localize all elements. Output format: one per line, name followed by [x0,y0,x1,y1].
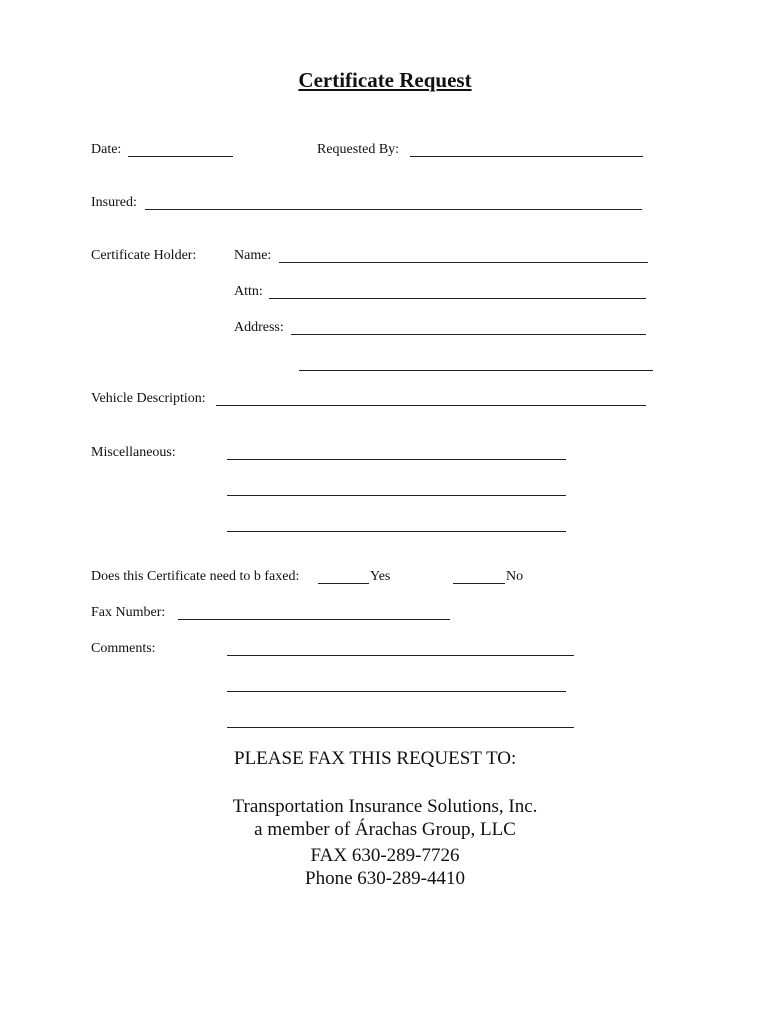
insured-field[interactable] [145,192,642,210]
insured-label: Insured: [91,195,137,210]
miscellaneous-line-1 [227,459,566,460]
date-field[interactable] [128,139,233,157]
requested-by-label: Requested By: [317,142,400,157]
comments-line-3 [227,727,574,728]
holder-address-field[interactable] [291,317,646,335]
holder-attn-line [269,298,646,299]
fax-heading: PLEASE FAX THIS REQUEST TO: [234,748,517,769]
holder-name-field[interactable] [279,245,648,263]
fax-number-line [178,619,450,620]
comments-field-1[interactable] [227,638,574,656]
holder-address-line-2 [299,370,653,371]
phone-line: Phone 630-289-4410 [305,868,465,889]
vehicle-description-label: Vehicle Description: [91,391,206,406]
vehicle-description-field[interactable] [216,388,646,406]
fax-yes-field[interactable] [318,566,369,584]
fax-number-label: Fax Number: [91,605,166,620]
comments-line-1 [227,655,574,656]
insured-line [145,209,642,210]
address-label: Address: [234,320,284,335]
fax-number-field[interactable] [178,602,450,620]
date-label: Date: [91,142,122,157]
fax-no-field[interactable] [453,566,505,584]
yes-label: Yes [370,569,391,584]
miscellaneous-field-2[interactable] [227,478,566,496]
fax-line: FAX 630-289-7726 [310,845,460,866]
comments-field-3[interactable] [227,710,574,728]
holder-address-field-2[interactable] [299,353,653,371]
fax-no-line [453,583,505,584]
miscellaneous-field-1[interactable] [227,442,566,460]
date-line [128,156,233,157]
holder-address-line [291,334,646,335]
member-line: a member of Árachas Group, LLC [254,819,516,840]
requested-by-field[interactable] [410,139,643,157]
comments-field-2[interactable] [227,674,566,692]
page-title: Certificate Request [298,68,472,92]
company-name: Transportation Insurance Solutions, Inc. [232,796,538,817]
fax-question-label: Does this Certificate need to b faxed: [91,569,300,584]
miscellaneous-label: Miscellaneous: [91,445,176,460]
no-label: No [506,569,524,584]
requested-by-line [410,156,643,157]
holder-attn-field[interactable] [269,281,646,299]
miscellaneous-field-3[interactable] [227,514,566,532]
certificate-holder-label: Certificate Holder: [91,248,197,263]
attn-label: Attn: [234,284,263,299]
vehicle-description-line [216,405,646,406]
comments-line-2 [227,691,566,692]
comments-label: Comments: [91,641,156,656]
miscellaneous-line-3 [227,531,566,532]
miscellaneous-line-2 [227,495,566,496]
fax-yes-line [318,583,369,584]
name-label: Name: [234,248,272,263]
holder-name-line [279,262,648,263]
